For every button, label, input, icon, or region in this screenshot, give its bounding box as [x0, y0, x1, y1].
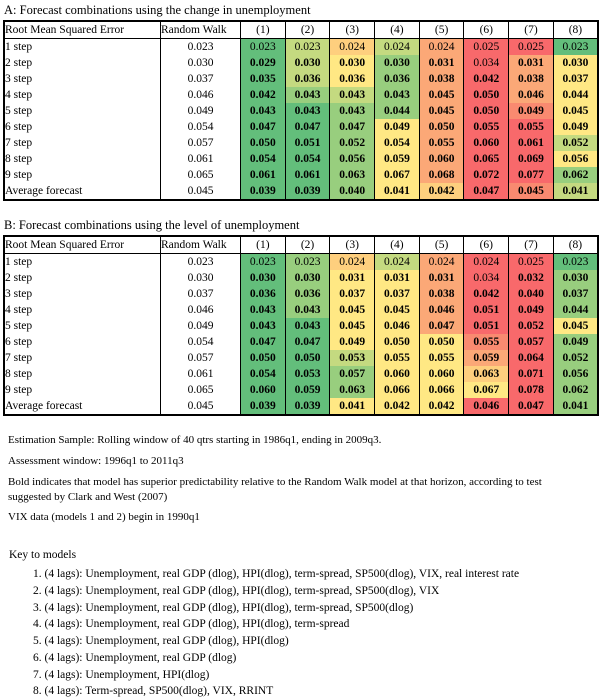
random-walk-value: 0.054	[161, 334, 241, 350]
table-row	[4, 350, 598, 366]
model-value-8: 0.041	[553, 183, 598, 200]
random-walk-value: 0.046	[161, 87, 241, 103]
model-value-5: 0.060	[419, 366, 464, 382]
model-value-6: 0.060	[464, 135, 509, 151]
model-value-8: 0.045	[553, 318, 598, 334]
random-walk-value: 0.065	[161, 382, 241, 398]
model-value-1: 0.054	[241, 366, 286, 382]
model-value-1: 0.042	[241, 87, 286, 103]
model-value-4: 0.066	[375, 382, 420, 398]
table-row	[4, 183, 598, 200]
key-to-models	[9, 549, 597, 699]
model-value-7: 0.064	[509, 350, 554, 366]
random-walk-value: 0.030	[161, 55, 241, 71]
model-value-4: 0.044	[375, 103, 420, 119]
model-value-6: 0.050	[464, 103, 509, 119]
model-value-8: 0.044	[553, 87, 598, 103]
model-value-2: 0.023	[285, 254, 330, 271]
panel-a-title: A: Forecast combinations using the change in unemployment	[4, 3, 311, 17]
model-value-2: 0.043	[285, 103, 330, 119]
panel-a-header-row	[4, 21, 598, 39]
row-label: 1 step	[4, 254, 161, 271]
model-value-8: 0.049	[553, 334, 598, 350]
model-value-4: 0.046	[375, 318, 420, 334]
row-label: 9 step	[4, 167, 161, 183]
model-value-5: 0.042	[419, 398, 464, 415]
model-value-5: 0.068	[419, 167, 464, 183]
model-value-8: 0.044	[553, 302, 598, 318]
model-value-3: 0.030	[330, 55, 375, 71]
model-value-7: 0.025	[509, 39, 554, 56]
model-value-5: 0.045	[419, 103, 464, 119]
table-row	[4, 103, 598, 119]
note-line: Bold indicates that model has superior predictability relative to the Random Walk model at that horizon, according to test suggested by Clark and West (2007)	[8, 475, 542, 503]
panel-b-table	[3, 235, 599, 416]
model-value-8: 0.052	[553, 350, 598, 366]
table-row	[4, 55, 598, 71]
model-value-2: 0.043	[285, 87, 330, 103]
model-column-header-1: (1)	[241, 21, 286, 39]
table-row	[4, 71, 598, 87]
model-value-8: 0.062	[553, 167, 598, 183]
key-item: 1. (4 lags): Unemployment, real GDP (dlog), HPI(dlog), term-spread, SP500(dlog), VIX, real interest rate	[33, 568, 520, 581]
model-value-7: 0.049	[509, 302, 554, 318]
model-value-8: 0.041	[553, 398, 598, 415]
table-row	[4, 254, 598, 271]
model-value-4: 0.067	[375, 167, 420, 183]
model-value-6: 0.046	[464, 398, 509, 415]
random-walk-value: 0.057	[161, 135, 241, 151]
panel-a	[3, 3, 597, 201]
row-label: 3 step	[4, 286, 161, 302]
row-label: 5 step	[4, 103, 161, 119]
model-value-5: 0.060	[419, 151, 464, 167]
model-value-2: 0.036	[285, 71, 330, 87]
table-row	[4, 398, 598, 415]
model-value-4: 0.049	[375, 119, 420, 135]
key-item: 8. (4 lags): Term-spread, SP500(dlog), VIX, RRINT	[33, 685, 274, 698]
random-walk-value: 0.045	[161, 183, 241, 200]
model-column-header-3: (3)	[330, 21, 375, 39]
model-value-6: 0.051	[464, 302, 509, 318]
model-value-8: 0.030	[553, 55, 598, 71]
model-value-1: 0.030	[241, 270, 286, 286]
random-walk-value: 0.049	[161, 318, 241, 334]
model-value-7: 0.032	[509, 270, 554, 286]
model-value-7: 0.040	[509, 286, 554, 302]
model-value-6: 0.072	[464, 167, 509, 183]
model-value-5: 0.066	[419, 382, 464, 398]
model-value-3: 0.037	[330, 286, 375, 302]
model-value-5: 0.055	[419, 350, 464, 366]
model-value-5: 0.024	[419, 39, 464, 56]
page	[3, 3, 597, 699]
random-walk-value: 0.049	[161, 103, 241, 119]
model-value-2: 0.051	[285, 135, 330, 151]
model-value-6: 0.051	[464, 318, 509, 334]
model-value-3: 0.063	[330, 167, 375, 183]
model-value-6: 0.047	[464, 183, 509, 200]
model-column-header-2: (2)	[285, 236, 330, 254]
table-row	[4, 87, 598, 103]
model-value-5: 0.038	[419, 286, 464, 302]
model-value-8: 0.049	[553, 119, 598, 135]
random-walk-value: 0.045	[161, 398, 241, 415]
model-value-8: 0.037	[553, 286, 598, 302]
model-value-7: 0.046	[509, 87, 554, 103]
model-value-5: 0.050	[419, 334, 464, 350]
model-value-3: 0.053	[330, 350, 375, 366]
model-column-header-5: (5)	[419, 21, 464, 39]
model-value-5: 0.024	[419, 254, 464, 271]
random-walk-value: 0.061	[161, 366, 241, 382]
model-value-2: 0.050	[285, 350, 330, 366]
model-column-header-2: (2)	[285, 21, 330, 39]
model-value-4: 0.041	[375, 183, 420, 200]
model-value-3: 0.047	[330, 119, 375, 135]
model-value-1: 0.050	[241, 135, 286, 151]
key-item: 4. (4 lags): Unemployment, real GDP (dlog), HPI(dlog), term-spread	[33, 618, 350, 631]
panel-b-body	[4, 254, 598, 416]
random-walk-value: 0.023	[161, 39, 241, 56]
model-value-8: 0.023	[553, 254, 598, 271]
random-walk-value: 0.046	[161, 302, 241, 318]
key-item: 6. (4 lags): Unemployment, real GDP (dlog)	[33, 651, 237, 664]
model-value-8: 0.056	[553, 151, 598, 167]
model-value-6: 0.025	[464, 39, 509, 56]
model-value-2: 0.039	[285, 183, 330, 200]
model-value-2: 0.061	[285, 167, 330, 183]
model-value-4: 0.037	[375, 286, 420, 302]
row-label: 8 step	[4, 366, 161, 382]
model-value-2: 0.043	[285, 318, 330, 334]
row-label: 6 step	[4, 334, 161, 350]
random-walk-value: 0.054	[161, 119, 241, 135]
table-row	[4, 270, 598, 286]
model-value-7: 0.045	[509, 183, 554, 200]
model-value-4: 0.043	[375, 87, 420, 103]
row-label: 7 step	[4, 135, 161, 151]
model-value-7: 0.031	[509, 55, 554, 71]
model-value-2: 0.059	[285, 382, 330, 398]
key-item: 5. (4 lags): Unemployment, real GDP (dlog), HPI(dlog)	[33, 635, 289, 648]
model-value-3: 0.041	[330, 398, 375, 415]
model-value-2: 0.054	[285, 151, 330, 167]
panel-b	[3, 218, 597, 416]
table-row	[4, 382, 598, 398]
row-label: 2 step	[4, 270, 161, 286]
random-walk-value: 0.037	[161, 71, 241, 87]
model-column-header-6: (6)	[464, 21, 509, 39]
model-value-3: 0.031	[330, 270, 375, 286]
model-value-5: 0.031	[419, 55, 464, 71]
model-value-3: 0.036	[330, 71, 375, 87]
model-value-6: 0.067	[464, 382, 509, 398]
model-value-7: 0.038	[509, 71, 554, 87]
model-value-3: 0.049	[330, 334, 375, 350]
table-row	[4, 167, 598, 183]
model-value-5: 0.045	[419, 87, 464, 103]
model-value-6: 0.034	[464, 270, 509, 286]
model-value-8: 0.037	[553, 71, 598, 87]
model-value-1: 0.036	[241, 286, 286, 302]
model-value-3: 0.043	[330, 103, 375, 119]
model-column-header-8: (8)	[553, 21, 598, 39]
model-column-header-4: (4)	[375, 21, 420, 39]
panel-b-title: B: Forecast combinations using the level of unemployment	[4, 218, 300, 232]
model-value-7: 0.052	[509, 318, 554, 334]
row-label: 8 step	[4, 151, 161, 167]
table-row	[4, 318, 598, 334]
model-value-1: 0.047	[241, 334, 286, 350]
table-row	[4, 334, 598, 350]
model-value-6: 0.063	[464, 366, 509, 382]
model-value-4: 0.059	[375, 151, 420, 167]
model-value-5: 0.046	[419, 302, 464, 318]
model-value-2: 0.030	[285, 55, 330, 71]
panel-a-table	[3, 20, 599, 201]
key-title: Key to models	[9, 549, 77, 562]
model-value-5: 0.055	[419, 135, 464, 151]
model-value-6: 0.042	[464, 286, 509, 302]
panel-a-body	[4, 39, 598, 201]
model-value-1: 0.023	[241, 254, 286, 271]
row-label: 3 step	[4, 71, 161, 87]
table-row	[4, 366, 598, 382]
model-value-3: 0.057	[330, 366, 375, 382]
model-value-6: 0.034	[464, 55, 509, 71]
model-column-header-6: (6)	[464, 236, 509, 254]
model-value-1: 0.047	[241, 119, 286, 135]
random-walk-value: 0.037	[161, 286, 241, 302]
random-walk-value: 0.065	[161, 167, 241, 183]
model-value-2: 0.036	[285, 286, 330, 302]
key-item: 3. (4 lags): Unemployment, real GDP (dlog), HPI(dlog), term-spread, SP500(dlog)	[33, 601, 414, 614]
row-label: 7 step	[4, 350, 161, 366]
model-value-6: 0.042	[464, 71, 509, 87]
random-walk-value: 0.023	[161, 254, 241, 271]
model-value-7: 0.069	[509, 151, 554, 167]
row-label: 6 step	[4, 119, 161, 135]
model-value-1: 0.039	[241, 183, 286, 200]
row-label: Average forecast	[4, 398, 161, 415]
model-value-1: 0.050	[241, 350, 286, 366]
rmse-column-header: Root Mean Squared Error	[4, 21, 161, 39]
row-label: 9 step	[4, 382, 161, 398]
model-value-7: 0.077	[509, 167, 554, 183]
model-value-2: 0.047	[285, 119, 330, 135]
model-value-5: 0.031	[419, 270, 464, 286]
model-value-2: 0.043	[285, 302, 330, 318]
table-row	[4, 135, 598, 151]
model-value-5: 0.042	[419, 183, 464, 200]
table-row	[4, 302, 598, 318]
model-value-1: 0.060	[241, 382, 286, 398]
key-items	[9, 567, 597, 699]
table-row	[4, 119, 598, 135]
note-line: Estimation Sample: Rolling window of 40 qtrs starting in 1986q1, ending in 2009q3.	[8, 434, 382, 446]
model-value-7: 0.025	[509, 254, 554, 271]
random-walk-value: 0.030	[161, 270, 241, 286]
notes-section	[8, 433, 583, 525]
model-value-8: 0.045	[553, 103, 598, 119]
model-value-2: 0.039	[285, 398, 330, 415]
table-row	[4, 39, 598, 56]
model-column-header-7: (7)	[509, 236, 554, 254]
model-value-3: 0.045	[330, 302, 375, 318]
model-value-7: 0.071	[509, 366, 554, 382]
model-value-8: 0.052	[553, 135, 598, 151]
model-value-4: 0.054	[375, 135, 420, 151]
model-value-1: 0.043	[241, 302, 286, 318]
model-value-4: 0.030	[375, 55, 420, 71]
row-label: 4 step	[4, 87, 161, 103]
model-column-header-1: (1)	[241, 236, 286, 254]
model-value-4: 0.024	[375, 254, 420, 271]
random-walk-column-header: Random Walk	[161, 236, 241, 254]
model-value-4: 0.024	[375, 39, 420, 56]
model-value-1: 0.023	[241, 39, 286, 56]
key-item: 7. (4 lags): Unemployment, HPI(dlog)	[33, 668, 210, 681]
row-label: 2 step	[4, 55, 161, 71]
row-label: 4 step	[4, 302, 161, 318]
row-label: Average forecast	[4, 183, 161, 200]
random-walk-value: 0.061	[161, 151, 241, 167]
model-column-header-8: (8)	[553, 236, 598, 254]
model-column-header-4: (4)	[375, 236, 420, 254]
model-value-4: 0.036	[375, 71, 420, 87]
table-row	[4, 151, 598, 167]
row-label: 5 step	[4, 318, 161, 334]
model-value-7: 0.078	[509, 382, 554, 398]
model-column-header-5: (5)	[419, 236, 464, 254]
model-value-8: 0.062	[553, 382, 598, 398]
key-item: 2. (4 lags): Unemployment, real GDP (dlog), HPI(dlog), term-spread, SP500(dlog), VIX	[33, 584, 440, 597]
row-label: 1 step	[4, 39, 161, 56]
model-value-1: 0.035	[241, 71, 286, 87]
model-value-6: 0.055	[464, 119, 509, 135]
model-value-3: 0.024	[330, 254, 375, 271]
model-value-3: 0.056	[330, 151, 375, 167]
model-value-2: 0.047	[285, 334, 330, 350]
model-value-1: 0.029	[241, 55, 286, 71]
model-value-3: 0.043	[330, 87, 375, 103]
model-value-4: 0.055	[375, 350, 420, 366]
note-line: Assessment window: 1996q1 to 2011q3	[8, 454, 184, 467]
model-value-7: 0.057	[509, 334, 554, 350]
model-value-1: 0.061	[241, 167, 286, 183]
model-value-2: 0.023	[285, 39, 330, 56]
model-value-6: 0.024	[464, 254, 509, 271]
table-row	[4, 286, 598, 302]
model-value-3: 0.045	[330, 318, 375, 334]
model-value-3: 0.063	[330, 382, 375, 398]
model-value-6: 0.055	[464, 334, 509, 350]
model-value-8: 0.056	[553, 366, 598, 382]
model-value-5: 0.050	[419, 119, 464, 135]
model-value-1: 0.043	[241, 318, 286, 334]
model-value-6: 0.065	[464, 151, 509, 167]
model-value-4: 0.031	[375, 270, 420, 286]
model-value-7: 0.055	[509, 119, 554, 135]
note-line: VIX data (models 1 and 2) begin in 1990q1	[8, 511, 200, 524]
model-value-1: 0.039	[241, 398, 286, 415]
random-walk-value: 0.057	[161, 350, 241, 366]
model-value-2: 0.053	[285, 366, 330, 382]
model-value-7: 0.061	[509, 135, 554, 151]
model-value-4: 0.045	[375, 302, 420, 318]
model-value-5: 0.047	[419, 318, 464, 334]
model-value-8: 0.030	[553, 270, 598, 286]
model-value-7: 0.047	[509, 398, 554, 415]
model-value-4: 0.042	[375, 398, 420, 415]
model-value-5: 0.038	[419, 71, 464, 87]
model-value-2: 0.030	[285, 270, 330, 286]
model-value-8: 0.023	[553, 39, 598, 56]
model-value-1: 0.043	[241, 103, 286, 119]
model-value-3: 0.024	[330, 39, 375, 56]
panel-b-header-row	[4, 236, 598, 254]
model-value-3: 0.040	[330, 183, 375, 200]
rmse-column-header: Root Mean Squared Error	[4, 236, 161, 254]
model-value-4: 0.060	[375, 366, 420, 382]
model-value-4: 0.050	[375, 334, 420, 350]
random-walk-column-header: Random Walk	[161, 21, 241, 39]
model-value-1: 0.054	[241, 151, 286, 167]
model-column-header-7: (7)	[509, 21, 554, 39]
model-value-6: 0.059	[464, 350, 509, 366]
model-value-6: 0.050	[464, 87, 509, 103]
model-value-7: 0.049	[509, 103, 554, 119]
model-column-header-3: (3)	[330, 236, 375, 254]
model-value-3: 0.052	[330, 135, 375, 151]
